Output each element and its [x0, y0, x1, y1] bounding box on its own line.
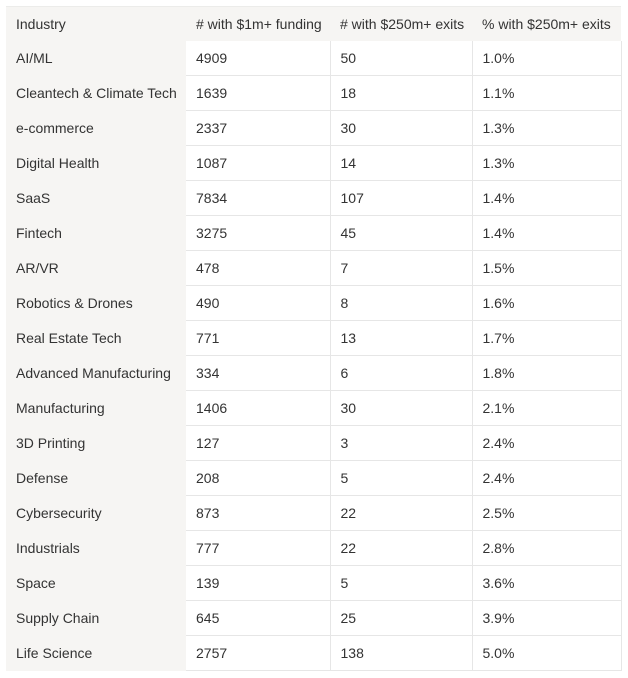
- table-row: [6, 41, 621, 76]
- industry-cell: Digital Health: [6, 146, 186, 181]
- industry-cell: e-commerce: [6, 111, 186, 146]
- exits-cell: 6: [330, 356, 472, 391]
- industry-cell: Fintech: [6, 216, 186, 251]
- funding-cell: 771: [186, 321, 330, 356]
- funding-cell: 1406: [186, 391, 330, 426]
- pct-exits-cell: 2.5%: [472, 496, 621, 531]
- industry-cell: AI/ML: [6, 41, 186, 76]
- table-row: [6, 76, 621, 111]
- industry-cell: 3D Printing: [6, 426, 186, 461]
- funding-cell: 1087: [186, 146, 330, 181]
- exits-cell: 13: [330, 321, 472, 356]
- pct-exits-cell: 1.3%: [472, 111, 621, 146]
- table-row: [6, 601, 621, 636]
- exits-cell: 3: [330, 426, 472, 461]
- table-row: [6, 321, 621, 356]
- industry-cell: Manufacturing: [6, 391, 186, 426]
- exits-cell: 7: [330, 251, 472, 286]
- header-industry: Industry: [6, 7, 186, 41]
- exits-cell: 22: [330, 531, 472, 566]
- exits-cell: 14: [330, 146, 472, 181]
- industry-exits-table: [6, 6, 622, 671]
- table-row: [6, 356, 621, 391]
- funding-cell: 478: [186, 251, 330, 286]
- exits-cell: 45: [330, 216, 472, 251]
- pct-exits-cell: 3.6%: [472, 566, 621, 601]
- funding-cell: 334: [186, 356, 330, 391]
- pct-exits-cell: 3.9%: [472, 601, 621, 636]
- industry-cell: Cybersecurity: [6, 496, 186, 531]
- pct-exits-cell: 2.8%: [472, 531, 621, 566]
- table-header: [6, 7, 621, 41]
- exits-cell: 5: [330, 566, 472, 601]
- funding-cell: 873: [186, 496, 330, 531]
- industry-cell: Industrials: [6, 531, 186, 566]
- exits-cell: 22: [330, 496, 472, 531]
- pct-exits-cell: 2.1%: [472, 391, 621, 426]
- exits-cell: 30: [330, 391, 472, 426]
- industry-cell: Space: [6, 566, 186, 601]
- table-row: [6, 496, 621, 531]
- industry-cell: Real Estate Tech: [6, 321, 186, 356]
- exits-cell: 5: [330, 461, 472, 496]
- pct-exits-cell: 2.4%: [472, 461, 621, 496]
- funding-cell: 4909: [186, 41, 330, 76]
- industry-cell: Advanced Manufacturing: [6, 356, 186, 391]
- pct-exits-cell: 1.7%: [472, 321, 621, 356]
- table-body: [6, 41, 621, 671]
- exits-cell: 138: [330, 636, 472, 671]
- industry-cell: Cleantech & Climate Tech: [6, 76, 186, 111]
- pct-exits-cell: 1.1%: [472, 76, 621, 111]
- table-row: [6, 111, 621, 146]
- funding-cell: 2337: [186, 111, 330, 146]
- table-row: [6, 216, 621, 251]
- pct-exits-cell: 1.8%: [472, 356, 621, 391]
- pct-exits-cell: 1.0%: [472, 41, 621, 76]
- table-row: [6, 531, 621, 566]
- funding-cell: 127: [186, 426, 330, 461]
- pct-exits-cell: 1.3%: [472, 146, 621, 181]
- pct-exits-cell: 2.4%: [472, 426, 621, 461]
- exits-cell: 25: [330, 601, 472, 636]
- funding-cell: 7834: [186, 181, 330, 216]
- exits-cell: 30: [330, 111, 472, 146]
- table-row: [6, 181, 621, 216]
- funding-cell: 2757: [186, 636, 330, 671]
- industry-cell: AR/VR: [6, 251, 186, 286]
- funding-cell: 645: [186, 601, 330, 636]
- industry-cell: Defense: [6, 461, 186, 496]
- table-row: [6, 286, 621, 321]
- header-row: [6, 7, 621, 41]
- funding-cell: 139: [186, 566, 330, 601]
- industry-cell: Robotics & Drones: [6, 286, 186, 321]
- pct-exits-cell: 1.4%: [472, 181, 621, 216]
- pct-exits-cell: 1.4%: [472, 216, 621, 251]
- industry-cell: Supply Chain: [6, 601, 186, 636]
- pct-exits-cell: 1.6%: [472, 286, 621, 321]
- funding-cell: 208: [186, 461, 330, 496]
- funding-cell: 1639: [186, 76, 330, 111]
- funding-cell: 777: [186, 531, 330, 566]
- header-funding: # with $1m+ funding: [186, 7, 330, 41]
- table-row: [6, 636, 621, 671]
- exits-cell: 8: [330, 286, 472, 321]
- table-row: [6, 391, 621, 426]
- table-row: [6, 146, 621, 181]
- table-row: [6, 566, 621, 601]
- pct-exits-cell: 1.5%: [472, 251, 621, 286]
- pct-exits-cell: 5.0%: [472, 636, 621, 671]
- funding-cell: 3275: [186, 216, 330, 251]
- table-row: [6, 461, 621, 496]
- industry-cell: SaaS: [6, 181, 186, 216]
- header-pct-exits: % with $250m+ exits: [472, 7, 621, 41]
- industry-exits-table-container: [6, 6, 621, 671]
- exits-cell: 18: [330, 76, 472, 111]
- table-row: [6, 426, 621, 461]
- exits-cell: 50: [330, 41, 472, 76]
- table-row: [6, 251, 621, 286]
- industry-cell: Life Science: [6, 636, 186, 671]
- header-exits: # with $250m+ exits: [330, 7, 472, 41]
- exits-cell: 107: [330, 181, 472, 216]
- funding-cell: 490: [186, 286, 330, 321]
